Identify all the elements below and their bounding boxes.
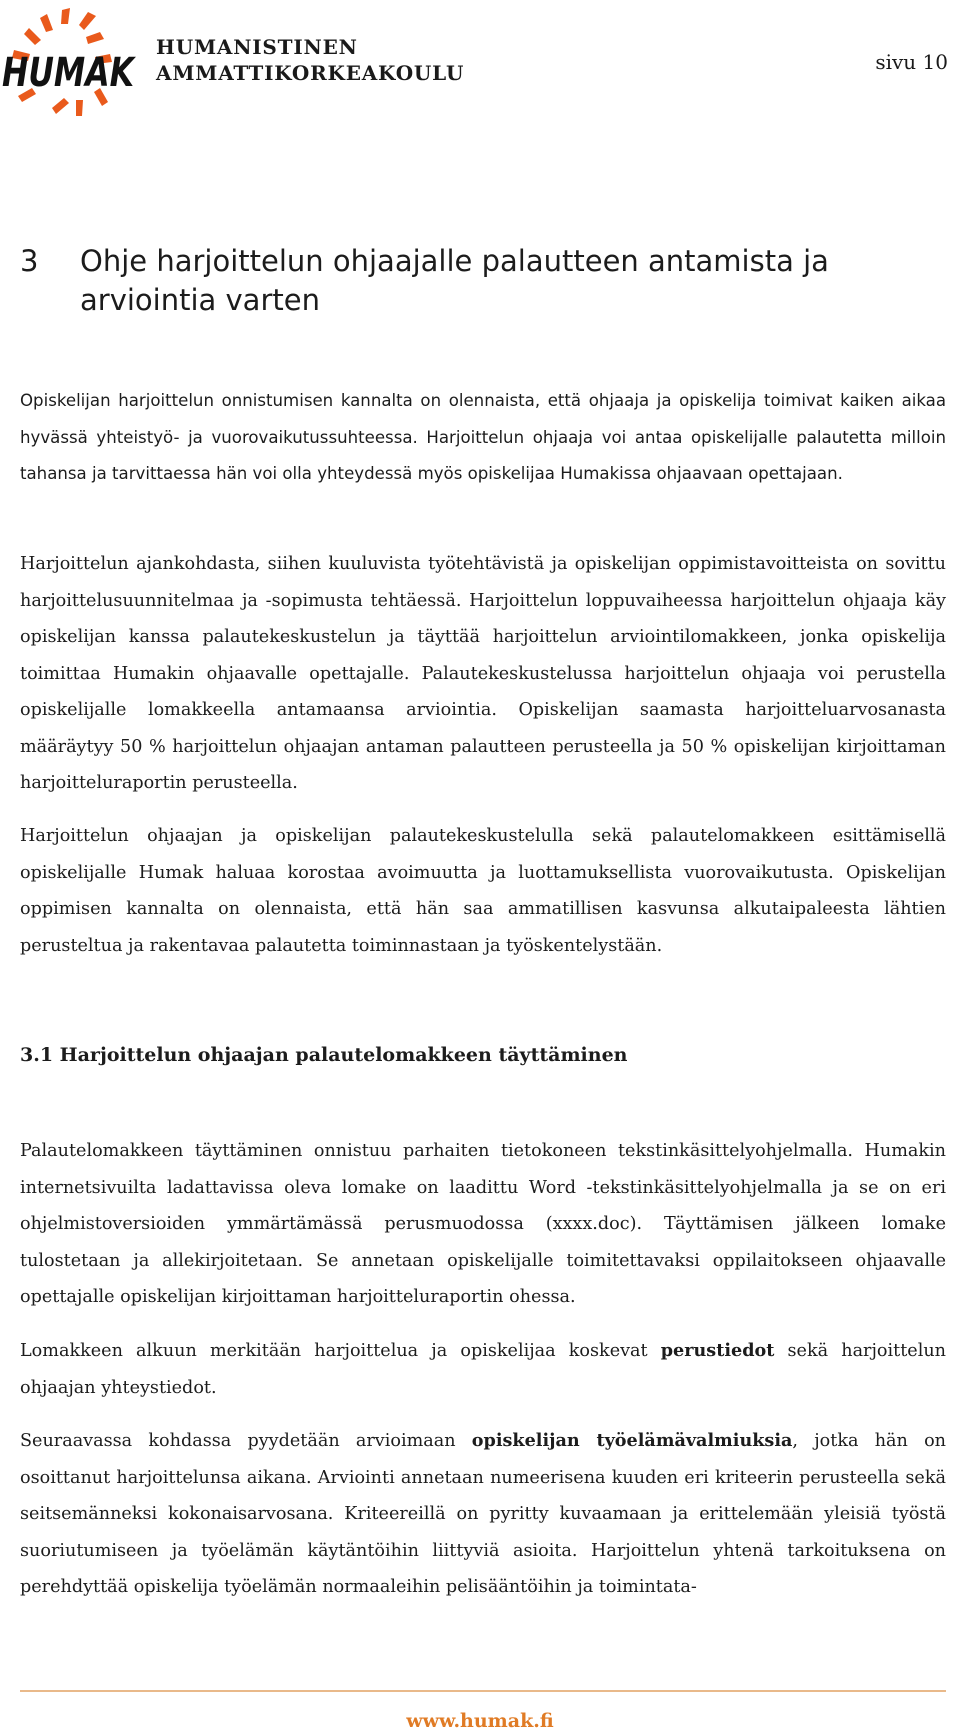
logo-wordmark: HUMAK: [2, 50, 137, 96]
paragraph-5-text-b: sekä harjoittelun ohjaajan yhteystiedot.: [20, 1341, 946, 1398]
section-number: 3: [20, 244, 39, 278]
footer-website-link[interactable]: www.humak.fi: [406, 1710, 554, 1732]
section-heading: [20, 242, 946, 320]
org-line-1: HUMANISTINEN: [156, 35, 358, 59]
paragraph-6-text-b: , jotka hän on osoittanut harjoittelunsa aikana. Arviointi annetaan numeerisena kuuden eri kriteerin perusteella sekä seitsemänneksi kokonaisarvosana. Kriteereillä on pyritty kuvaamaan ja erittelemään yleisiä työstä suoriutumiseen ja työelämän käytäntöihin liittyviä asioita. Harjoittelun yhtenä tarkoituksena on perehdyttää opiskelija työelämän normaaleihin pelisääntöihin ja toimintata-: [20, 1431, 946, 1597]
paragraph-6: [20, 1423, 946, 1606]
footer-divider: [20, 1690, 946, 1692]
paragraph-2: Harjoittelun ajankohdasta, siihen kuuluvista työtehtävistä ja opiskelijan oppimistavoitteista on sovittu harjoittelusuunnitelmaa ja -sopimusta tehtäessä. Harjoittelun loppuvaiheessa harjoittelun ohjaaja käy opiskelijan kanssa palautekeskustelun ja täyttää harjoittelun arviointilomakkeen, jonka opiskelija toimittaa Humakin ohjaavalle opettajalle. Palautekeskustelussa harjoittelun ohjaaja voi perustella opiskelijalle lomakkeella antamaansa arviointia. Opiskelijan saamasta harjoitteluarvosanasta määräytyy 50 % harjoittelun ohjaajan antaman palautteen perusteella ja 50 % opiskelijan kirjoittaman harjoitteluraportin perusteella.: [20, 554, 946, 793]
org-line-2: AMMATTIKORKEAKOULU: [156, 61, 465, 85]
humak-logo: [0, 4, 136, 122]
paragraph-5-bold: perustiedot: [660, 1340, 775, 1361]
subsection-heading: 3.1 Harjoittelun ohjaajan palautelomakkeen täyttäminen: [20, 1044, 628, 1066]
organization-name: [156, 34, 464, 86]
paragraph-5: [20, 1333, 946, 1406]
section-title: Ohje harjoittelun ohjaajalle palautteen antamista ja arviointia varten: [80, 244, 829, 317]
paragraph-6-text-a: Seuraavassa kohdassa pyydetään arvioimaan: [20, 1431, 472, 1451]
paragraph-1: Opiskelijan harjoittelun onnistumisen kannalta on olennaista, että ohjaaja ja opiskelija toimivat kaiken aikaa hyvässä yhteistyö- ja vuorovaikutussuhteessa. Harjoittelun ohjaaja voi antaa opiskelijalle palautetta milloin tahansa ja tarvittaessa hän voi olla yhteydessä myös opiskelijaa Humakissa ohjaavaan opettajaan.: [20, 391, 946, 483]
paragraph-6-bold: opiskelijan työelämävalmiuksia: [471, 1430, 793, 1451]
page-number: sivu 10: [875, 50, 948, 74]
paragraph-4: Palautelomakkeen täyttäminen onnistuu parhaiten tietokoneen tekstinkäsittelyohjelmalla. Humakin internetsivuilta ladattavissa oleva lomake on laadittu Word -tekstinkäsittelyohjelmalla ja se on eri ohjelmistoversioiden ymmärtämässä perusmuodossa (xxxx.doc). Täyttämisen jälkeen lomake tulostetaan ja allekirjoitetaan. Se annetaan opiskelijalle toimitettavaksi oppilaitokseen ohjaavalle opettajalle opiskelijan kirjoittaman harjoitteluraportin ohessa.: [20, 1141, 946, 1307]
page-header: [0, 0, 960, 130]
paragraph-5-text-a: Lomakkeen alkuun merkitään harjoittelua ja opiskelijaa koskevat: [20, 1341, 661, 1361]
paragraph-3: Harjoittelun ohjaajan ja opiskelijan palautekeskustelulla sekä palautelomakkeen esittämisellä opiskelijalle Humak haluaa korostaa avoimuutta ja luottamuksellista vuorovaikutusta. Opiskelijan oppimisen kannalta on olennaista, että hän saa ammatillisen kasvunsa alkutaipaleesta lähtien perusteltua ja rakentavaa palautetta toiminnastaan ja työskentelystään.: [20, 826, 946, 956]
